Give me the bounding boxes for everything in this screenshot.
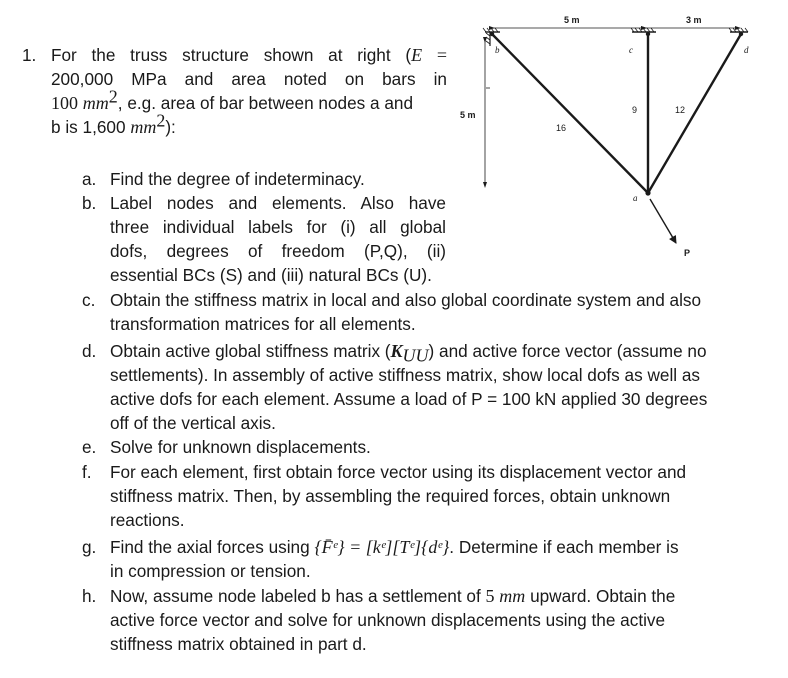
area-exp: 2 bbox=[108, 86, 118, 107]
e-symbol: E bbox=[411, 45, 423, 65]
area-label-ad: 12 bbox=[675, 105, 686, 115]
intro-line-3: 100 $mm^2$, e.g. area of bar between nodes a and bbox=[51, 86, 414, 113]
item-label-a: a. bbox=[82, 169, 97, 189]
dim-label-5m-vertical: 5 m bbox=[460, 110, 476, 120]
k-subscript: UU bbox=[402, 345, 429, 366]
bar-ad bbox=[648, 34, 741, 193]
area-label-ac: 9 bbox=[632, 105, 638, 115]
area-label-ab: 16 bbox=[556, 123, 567, 133]
load-arrow bbox=[650, 199, 690, 258]
node-label-b: b bbox=[495, 45, 500, 55]
settlement-value: 5 bbox=[485, 586, 495, 606]
support-c bbox=[631, 28, 656, 32]
support-d bbox=[729, 28, 748, 32]
item-label-c: c. bbox=[82, 290, 96, 310]
close-paren: ): bbox=[165, 117, 176, 137]
support-b bbox=[483, 28, 500, 46]
item-label-f: f. bbox=[82, 462, 92, 482]
bar-ab bbox=[492, 34, 648, 193]
load-label-p: P bbox=[684, 248, 691, 258]
node-label-d: d bbox=[744, 45, 749, 55]
dimension-top bbox=[492, 15, 738, 28]
e-equals: = bbox=[436, 45, 447, 65]
item-label-d: d. bbox=[82, 341, 97, 361]
problem-number: 1. bbox=[22, 45, 37, 65]
truss-figure bbox=[452, 0, 788, 280]
area-unit-2: mm bbox=[130, 117, 157, 137]
node-label-c: c bbox=[629, 45, 633, 55]
intro-line-4: b is 1,600 $mm^2$): bbox=[51, 110, 176, 137]
dimension-vertical bbox=[460, 40, 490, 185]
e-value: 200,000 bbox=[51, 69, 114, 89]
area-unit-value: 100 bbox=[51, 93, 78, 113]
item-label-e: e. bbox=[82, 437, 97, 457]
axial-force-formula: {F̄ᵉ} = [kᵉ][Tᵉ]{dᵉ} bbox=[314, 537, 450, 557]
dim-label-5m-top: 5 m bbox=[564, 15, 580, 25]
area-exp-2: 2 bbox=[156, 110, 166, 131]
node-label-a: a bbox=[633, 193, 638, 203]
intro-line-1: For the truss structure shown at right (E = bbox=[51, 45, 447, 65]
truss-bars bbox=[490, 32, 743, 196]
k-symbol: K bbox=[390, 341, 403, 361]
settlement-unit: mm bbox=[499, 586, 526, 606]
area-unit: mm bbox=[82, 93, 109, 113]
item-label-b: b. bbox=[82, 193, 97, 213]
dim-label-3m: 3 m bbox=[686, 15, 702, 25]
intro-line-2: 200,000 MPa and area noted on bars in bbox=[51, 69, 447, 89]
item-label-g: g. bbox=[82, 537, 97, 557]
item-label-h: h. bbox=[82, 586, 97, 606]
